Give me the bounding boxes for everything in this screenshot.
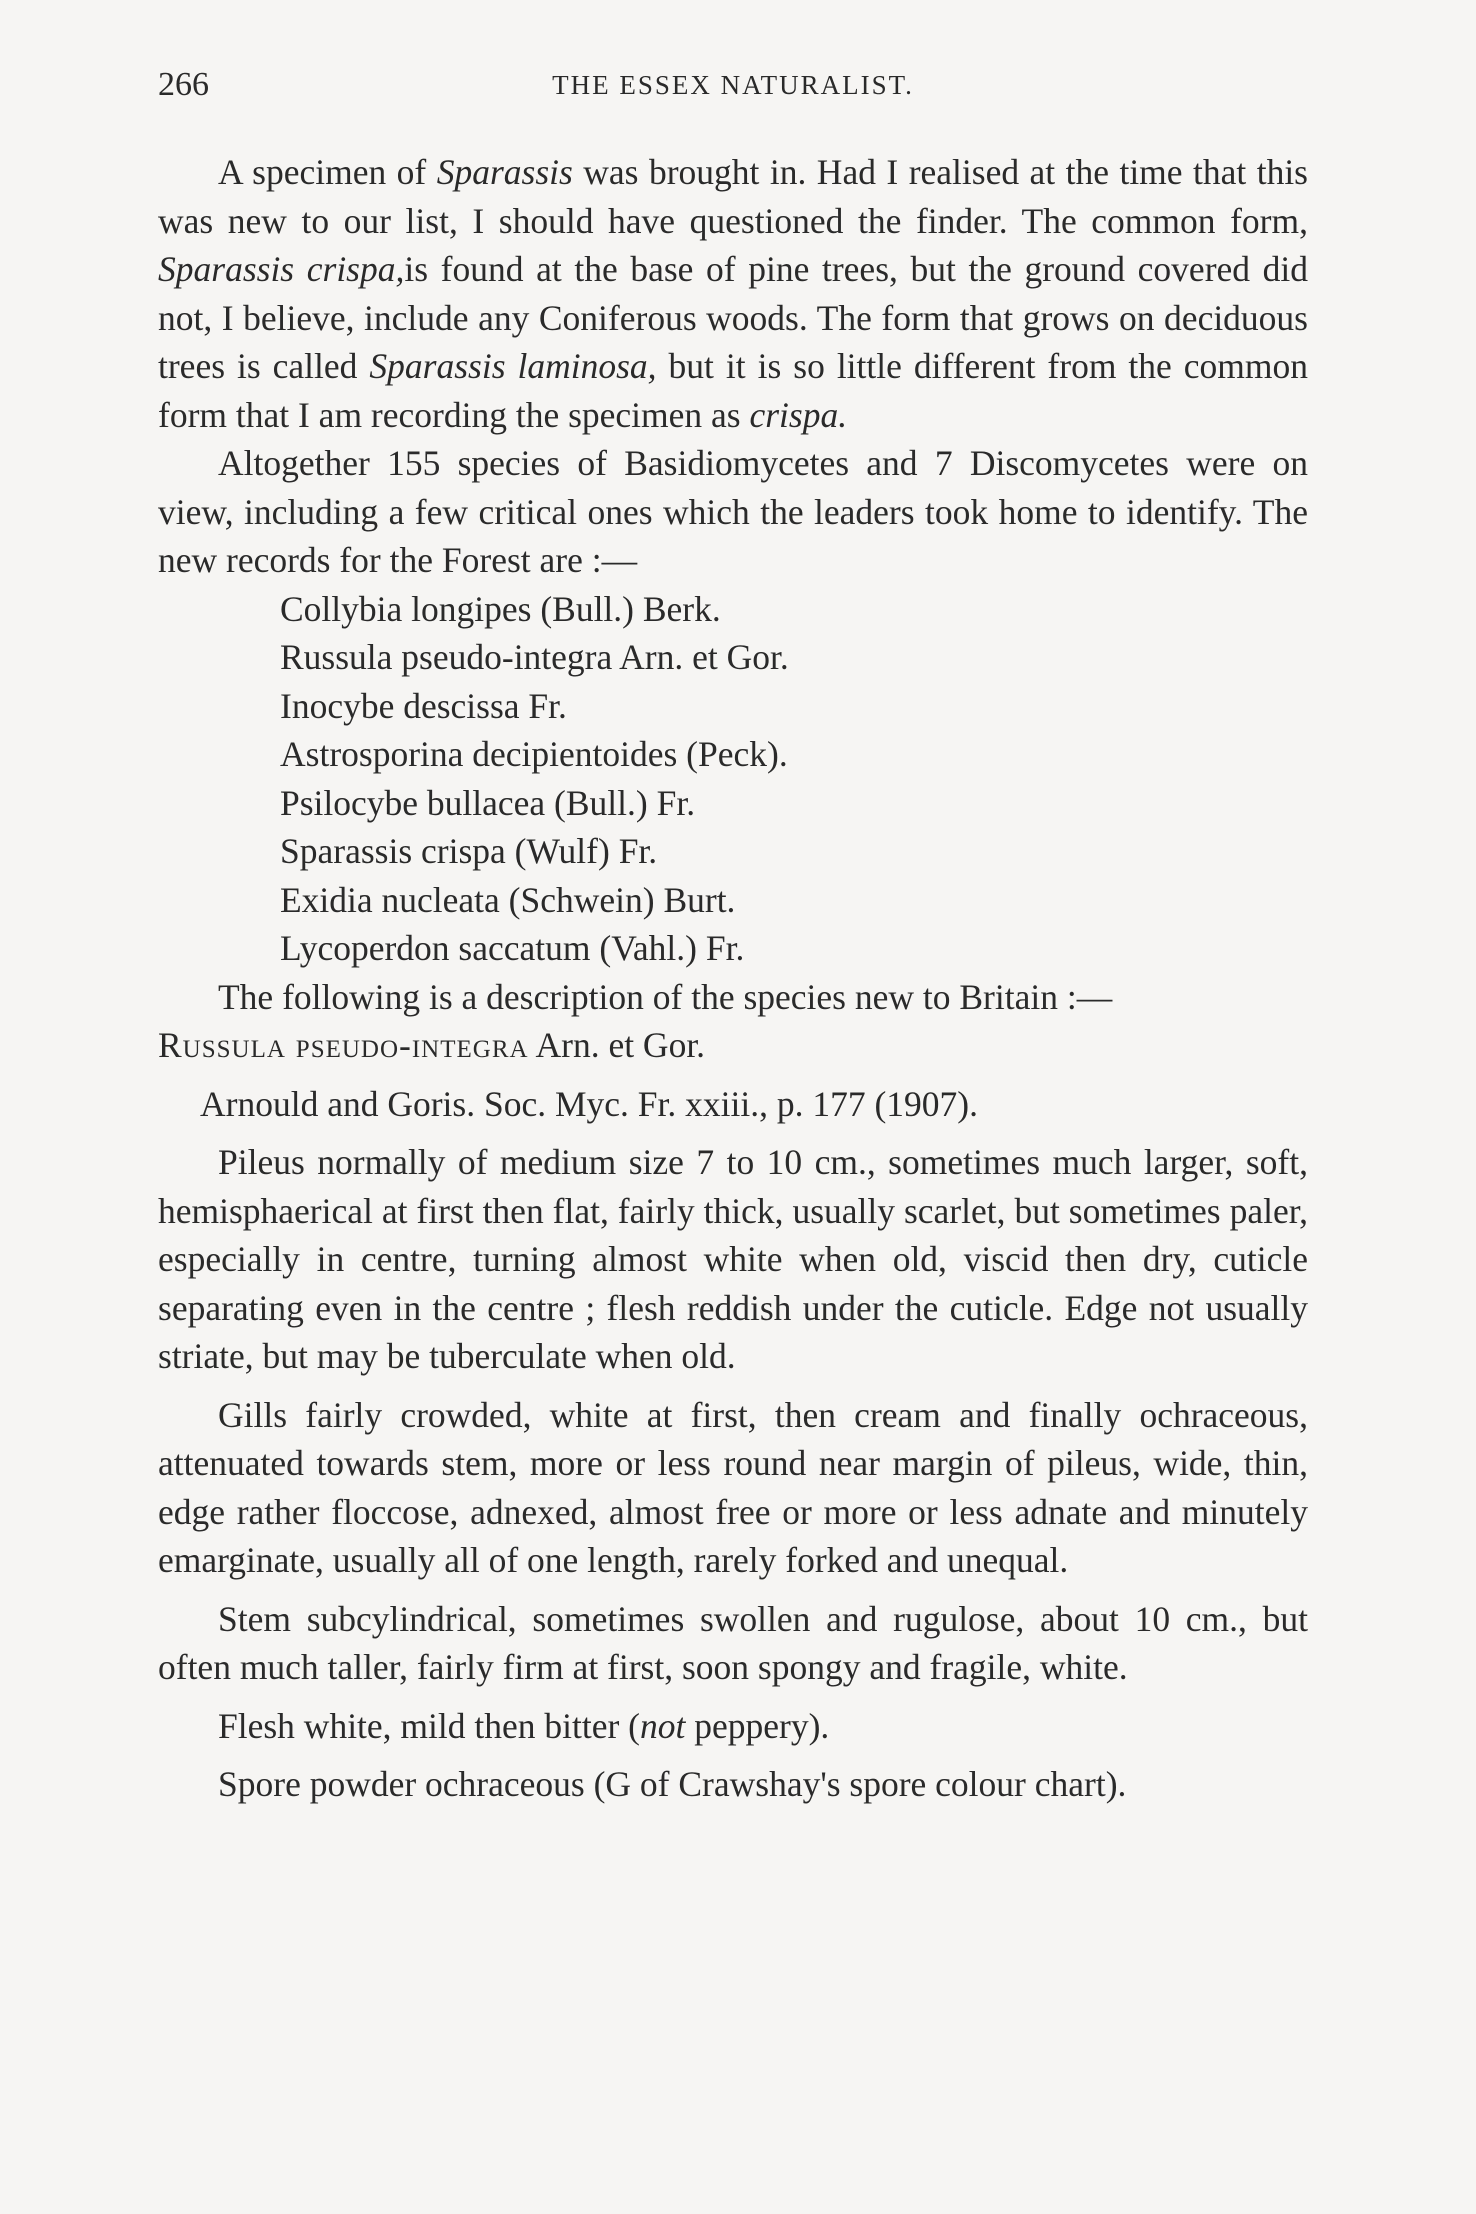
- species-heading-authority: Arn. et Gor.: [528, 1025, 706, 1065]
- list-item: Exidia nucleata (Schwein) Burt.: [280, 879, 736, 920]
- list-item: Psilocybe bullacea (Bull.) Fr.: [280, 782, 696, 823]
- italic-emphasis: not: [640, 1705, 686, 1746]
- description-intro: The following is a description of the species new to Britain :—: [218, 976, 1113, 1017]
- sparassis-paragraph: [158, 148, 1308, 439]
- stem-paragraph: Stem subcylindrical, sometimes swollen and rugulose, about 10 cm., but often much taller, fairly firm at first, soon spongy and fragile, white.: [158, 1598, 1308, 1687]
- flesh-paragraph: [158, 1702, 1308, 1751]
- list-item: Astrosporina decipientoides (Peck).: [280, 734, 788, 774]
- species-heading-name: Russula pseudo-integra: [158, 1025, 529, 1065]
- italic-genus-name: Sparassis: [436, 152, 573, 192]
- italic-species-name: Sparassis crispa,: [158, 249, 405, 289]
- page-number: 266: [158, 66, 209, 103]
- text-run: was brought in. Had I realised at the time that this was new to our list, I should have questioned the finder. The common form,: [158, 152, 1308, 241]
- text-run: Flesh white, mild then bitter (: [218, 1705, 640, 1746]
- running-title: THE ESSEX NATURALIST.: [552, 70, 914, 100]
- list-item: Collybia longipes (Bull.) Berk.: [280, 588, 721, 629]
- species-heading: [158, 1021, 1308, 1070]
- pileus-paragraph: Pileus normally of medium size 7 to 10 cm., sometimes much larger, soft, hemisphaerical at first then flat, fairly thick, usually scarlet, but sometimes paler, especially in centre, turning almost white when old, viscid then dry, cuticle separating even in the centre ; flesh reddish under the cuticle. Edge not usually striate, but may be tuberculate when old.: [158, 1142, 1308, 1376]
- text-run: A specimen of: [218, 152, 437, 192]
- new-records-list: [158, 585, 1308, 973]
- list-item: Russula pseudo-integra Arn. et Gor.: [280, 637, 789, 677]
- totals-paragraph: Altogether 155 species of Basidiomycetes and 7 Discomycetes were on view, including a few critical ones which the leaders took home to identify. The new records for the Forest are :—: [158, 443, 1308, 580]
- italic-species-name: Sparassis laminosa,: [369, 346, 657, 386]
- text-run: is found at the base of pine trees, but the ground covered did not, I believe, include any Coniferous woods. The form that grows on deciduous trees is called: [158, 249, 1309, 386]
- spore-powder-paragraph: Spore powder ochraceous (G of Crawshay's spore colour chart).: [218, 1764, 1127, 1804]
- italic-species-name: crispa.: [749, 394, 848, 435]
- list-item: Lycoperdon saccatum (Vahl.) Fr.: [280, 928, 745, 968]
- page-header: [158, 66, 1308, 116]
- page-body: [158, 148, 1308, 1809]
- gills-paragraph: Gills fairly crowded, white at first, then cream and finally ochraceous, attenuated towards stem, more or less round near margin of pileus, wide, thin, edge rather floccose, adnexed, almost free or more or less adnate and minutely emarginate, usually all of one length, rarely forked and unequal.: [158, 1394, 1308, 1580]
- list-item: Sparassis crispa (Wulf) Fr.: [280, 831, 658, 871]
- citation: Arnould and Goris. Soc. Myc. Fr. xxiii., p. 177 (1907).: [200, 1083, 979, 1124]
- text-run: peppery).: [685, 1705, 830, 1746]
- list-item: Inocybe descissa Fr.: [280, 685, 567, 726]
- text-run: but it is so little different from the common form that I am recording the specimen as: [158, 346, 1308, 435]
